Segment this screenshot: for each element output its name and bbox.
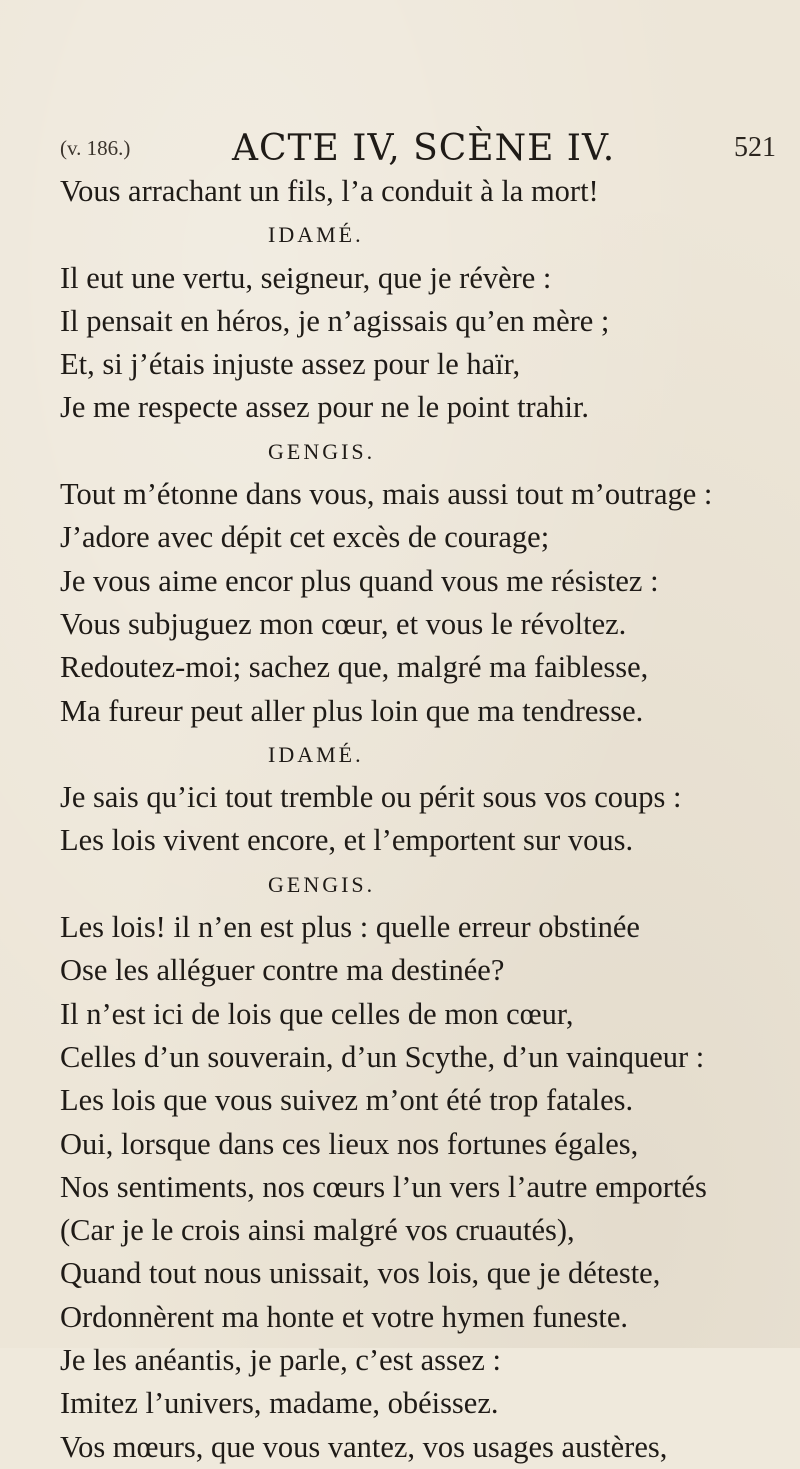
verse-line: Tout m’étonne dans vous, mais aussi tout m’outrage : xyxy=(60,477,713,512)
verse-line: Ordonnèrent ma honte et votre hymen funeste. xyxy=(60,1299,629,1334)
verse-line: Quand tout nous unissait, vos lois, que je déteste, xyxy=(60,1256,661,1291)
verse-line: Ose les alléguer contre ma destinée? xyxy=(60,953,505,988)
verse-line: Je sais qu’ici tout tremble ou périt sous vos coups : xyxy=(60,780,682,815)
verse-line: Il n’est ici de lois que celles de mon cœur, xyxy=(60,996,574,1031)
verse-line: Imitez l’univers, madame, obéissez. xyxy=(60,1386,499,1421)
play-text xyxy=(60,170,800,1469)
verse-line: Je me respecte assez pour ne le point trahir. xyxy=(60,390,590,425)
speaker-name: IDAMÉ. xyxy=(268,741,364,767)
speaker-name: IDAMÉ. xyxy=(268,222,364,248)
speaker-name: GENGIS. xyxy=(268,871,376,897)
verse-line: Les lois! il n’en est plus : quelle erreur obstinée xyxy=(60,910,640,945)
verse-line: Vous subjuguez mon cœur, et vous le révoltez. xyxy=(60,606,627,641)
page-number: 521 xyxy=(734,132,776,163)
verse-line: Les lois que vous suivez m’ont été trop fatales. xyxy=(60,1083,634,1118)
speaker-name: GENGIS. xyxy=(268,438,376,464)
verse-line: Nos sentiments, nos cœurs l’un vers l’autre emportés xyxy=(60,1169,707,1204)
verse-line: Il eut une vertu, seigneur, que je révère : xyxy=(60,260,552,295)
running-header xyxy=(60,128,780,172)
verse-line: Je vous aime encor plus quand vous me résistez : xyxy=(60,563,659,598)
verse-line: Redoutez-moi; sachez que, malgré ma faiblesse, xyxy=(60,650,649,685)
verse-line: (Car je le crois ainsi malgré vos cruautés), xyxy=(60,1213,575,1248)
verse-line: Oui, lorsque dans ces lieux nos fortunes égales, xyxy=(60,1126,639,1161)
verse-reference: (v. 186.) xyxy=(60,136,131,160)
act-scene-title: ACTE IV, SCÈNE IV. xyxy=(232,128,616,169)
verse-line: Il pensait en héros, je n’agissais qu’en mère ; xyxy=(60,303,610,338)
verse-line: J’adore avec dépit cet excès de courage; xyxy=(60,520,550,555)
verse-line: Et, si j’étais injuste assez pour le haïr, xyxy=(60,347,521,382)
verse-line: Celles d’un souverain, d’un Scythe, d’un vainqueur : xyxy=(60,1039,705,1074)
verse-line: Les lois vivent encore, et l’emportent sur vous. xyxy=(60,823,634,858)
verse-line: Je les anéantis, je parle, c’est assez : xyxy=(60,1343,501,1378)
verse-line: Ma fureur peut aller plus loin que ma tendresse. xyxy=(60,693,644,728)
verse-line: Vous arrachant un fils, l’a conduit à la mort! xyxy=(60,174,599,208)
verse-line: Vos mœurs, que vous vantez, vos usages austères, xyxy=(60,1429,668,1464)
